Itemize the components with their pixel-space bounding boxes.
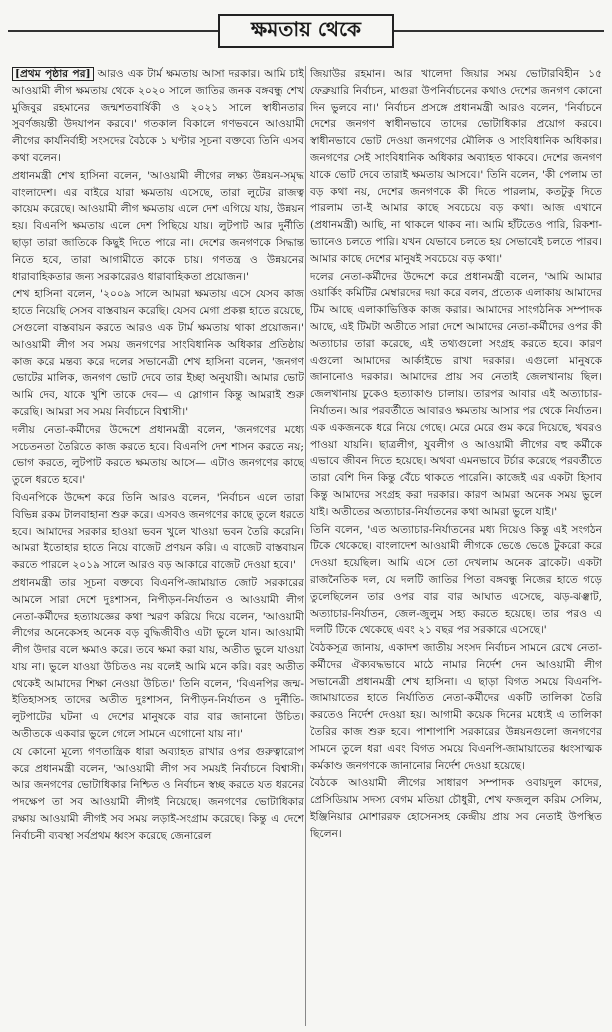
header-rule-left [8,30,218,32]
paragraph: তিনি বলেন, 'এত অত্যাচার-নির্যাতনের মধ্য দিয়েও কিন্তু এই সংগঠন টিকে থেকেছে। বাংলাদেশ আওয়ামী লীগকে ভেঙে ভেঙে টুকরো করে দেওয়া হয়েছিল। আমি এসে তো দেখলাম অনেক ব্রাকেট। একটা রাজনৈতিক দল, যে দলটি জাতির পিতা বঙ্গবন্ধু নিজের হাতে গড়ে তুলেছিলেন তার ওপর বার বার আঘাত এসেছে, ঝড়-ঝঞ্ঝাট, অত্যাচার-নির্যাতন, জেল-জুলুম সহ্য করতে হয়েছে। তার পরও এ দলটি টিকে থেকেছে এবং ২১ বছর পর সরকারে এসেছে।' [310,523,602,637]
article-column-right [310,66,602,1026]
continuation-tag: [প্রথম পৃষ্ঠার পর] [12,67,94,81]
paragraph: প্রধানমন্ত্রী শেখ হাসিনা বলেন, 'আওয়ামী লীগের লক্ষ্য উন্নয়ন-সমৃদ্ধ বাংলাদেশ। এর বাইরে যারা ক্ষমতায় এসেছে, তারা লুটের রাজত্ব কায়েম করেছে। আওয়ামী লীগ ক্ষমতায় এলে দেশ এগিয়ে যায়, উন্নয়ন হয়। বিএনপি ক্ষমতায় এলে দেশ পিছিয়ে যায়। লুটপাট আর দুর্নীতি ছাড়া তারা জাতিকে কিছুই দিতে পারে না। দেশের জনগণকে সিদ্ধান্ত নিতে হবে, তারা আগামীতে কাকে চায়। গণতন্ত্র ও উন্নয়নের ধারাবাহিকতার জন্য সরকারেরও ধারাবাহিকতা প্রয়োজন।' [12,169,304,283]
headline-box [218,14,394,48]
paragraph: বিএনপিকে উদ্দেশ করে তিনি আরও বলেন, 'নির্বাচন এলে তারা বিভিন্ন রকম টালবাহানা শুরু করে। এসবও জনগণের কাছে তুলে ধরতে হবে। আমাদের সরকার হাওয়া ভবন খুলে খাওয়া ভবন তৈরি করেনি। আমরা ইতোহার হাতে নিয়ে বাজেট প্রণয়ন করি। এ বাজেট বাস্তবায়ন করতে পারলে ২০১৯ সালে আরও বড় আকারে বাজেট দেওয়া হবে।' [12,491,304,572]
page-header [0,0,612,62]
paragraph: দলীয় নেতা-কর্মীদের উদ্দেশে প্রধানমন্ত্রী বলেন, 'জনগণের মধ্যে সচেতনতা তৈরিতে কাজ করতে হবে। বিএনপি দেশ শাসন করতে নয়; ভোগ করতে, লুটপাট করতে ক্ষমতায় আসে— এটাও জনগণের কাছে তুলে ধরতে হবে।' [12,423,304,487]
article-column-left [12,66,304,1026]
headline: ক্ষমতায় থেকে [251,16,361,41]
column-divider [305,66,306,1026]
paragraph: বৈঠকে আওয়ামী লীগের সাধারণ সম্পাদক ওবায়দুল কাদের, প্রেসিডিয়াম সদস্য বেগম মতিয়া চৌধুরী, শেখ ফজলুল করিম সেলিম, ইঞ্জিনিয়ার মোশাররফ হোসেনসহ কেন্দ্রীয় প্রায় সব নেতাই উপস্থিত ছিলেন। [310,777,602,840]
paragraph: [প্রথম পৃষ্ঠার পর] আরও এক টার্ম ক্ষমতায় আসা দরকার। আমি চাই আওয়ামী লীগ ক্ষমতায় থেকে ২০২০ সালে জাতির জনক বঙ্গবন্ধু শেখ মুজিবুর রহমানের জন্মশতবার্ষিকী ও ২০২১ সালে স্বাধীনতার সুবর্ণজয়ন্তী উদযাপন করবে।' গতকাল বিকালে গণভবনে আওয়ামী লীগের কার্যনির্বাহী সংসদের বৈঠকে ১ ঘণ্টার সূচনা বক্তব্যে তিনি এসব কথা বলেন। [12,68,304,164]
paragraph: যে কোনো মূল্যে গণতান্ত্রিক ধারা অব্যাহত রাখার ওপর গুরুত্বারোপ করে প্রধানমন্ত্রী বলেন, 'আওয়ামী লীগ সব সময়ই নির্বাচনে বিশ্বাসী। আর জনগণের ভোটাধিকার নিশ্চিত ও নির্বাচন স্বচ্ছ করতে যত ধরনের পদক্ষেপ তা সব আওয়ামী লীগই নিয়েছে। জনগণের ভোটাধিকার রক্ষায় আওয়ামী লীগই সব সময় লড়াই-সংগ্রাম করেছে। কিন্তু এ দেশে নির্বাচনী ব্যবস্থা সর্বপ্রথম ধ্বংস করেছে জেনারেল [12,745,304,842]
paragraph: প্রধানমন্ত্রী তার সূচনা বক্তব্যে বিএনপি-জামায়াত জোট সরকারের আমলে সারা দেশে দুঃশাসন, নিপীড়ন-নির্যাতন ও আওয়ামী লীগ নেতা-কর্মীদের হত্যাযজ্ঞের কথা স্মরণ করিয়ে দিয়ে বলেন, 'আওয়ামী লীগের অনেকেসহ অনেক বড় বুদ্ধিজীবীও এটা ভুলে যান। আওয়ামী লীগ উদার বলে ক্ষমাও করে। তবে ক্ষমা করা যায়, অতীত ভুলে যাওয়া যায় না। ভুলে যাওয়া উচিতও নয় বলেই আমি মনে করি। বরং অতীত থেকেই আমাদের শিক্ষা নেওয়া উচিত।' তিনি বলেন, 'বিএনপির জন্ম-ইতিহাসসহ তাদের অতীত দুঃশাসন, নিপীড়ন-নির্যাতন ও দুর্নীতি-লুটপাটের ঘটনা এ দেশের মানুষকে বার বার জানানো উচিত। অতীতকে একবার ভুলে গেলে সামনে এগোনো যায় না।' [12,576,304,741]
header-rule-right [394,30,604,32]
paragraph: দলের নেতা-কর্মীদের উদ্দেশে করে প্রধানমন্ত্রী বলেন, 'আমি আমার ওয়ার্কিং কমিটির মেম্বারদের দয়া করে বলব, প্রত্যেক এলাকায় আমাদের টিম আছে এলাকাভিত্তিক কাজ করার। আমাদের সাংগঠনিক সম্পাদক আছে, এই টিমটা অতীতে সারা দেশে আমাদের নেতা-কর্মীদের ওপর কী অত্যাচার তারা করেছে, এই তথ্যগুলো সংগ্রহ করতে হবে। কারণ এগুলো আমাদের আর্কাইভে রাখা দরকার। এগুলো মানুষকে জানানোও দরকার। আমাদের প্রায় সব নেতাই জেলখানায় ছিল। জেলখানায় ঢুকেও হত্যাকাণ্ড চালায়। তারপর আবার এই অত্যাচার-নির্যাতন। আর পরবর্তীতে আবারও ক্ষমতায় আসার পর থেকে নির্যাতন। এক একজনকে ধরে নিয়ে গেছে। মেরে মেরে গুম করে দিয়েছে, খবরও পাওয়া যায়নি। ছাত্রলীগ, যুবলীগ ও আওয়ামী লীগের বহু কর্মীকে এভাবে জীবন দিতে হয়েছে। অথবা এমনভাবে টর্চার করেছে পরবর্তীতে তারা বেশি দিন কিন্তু বেঁচে থাকতে পারেনি। কাজেই এর একটা হিসাব কিন্তু আমাদের সংগ্রহ করা দরকার। কারণ আমরা অনেক সময় ভুলে যাই। অতীতের অত্যাচার-নির্যাতনের কথা আমরা ভুলে যাই।' [310,270,602,518]
paragraph: বৈঠকসূত্র জানায়, একাদশ জাতীয় সংসদ নির্বাচন সামনে রেখে নেতা-কর্মীদের ঐক্যবদ্ধভাবে মাঠে নামার নির্দেশ দেন আওয়ামী লীগ সভানেত্রী প্রধানমন্ত্রী শেখ হাসিনা। এ ছাড়া বিগত সময়ে বিএনপি-জামায়াতের হাতে নির্যাতিত নেতা-কর্মীদের একটি তালিকা তৈরি করতেও নির্দেশ দেওয়া হয়। আগামী কয়েক দিনের মধ্যেই এ তালিকা তৈরির কাজ শুরু হবে। পাশাপাশি সরকারের উন্নয়নগুলো জনগণের সামনে তুলে ধরা এবং বিগত সময়ে বিএনপি-জামায়াতের ধ্বংসাত্মক কর্মকাণ্ড জনগণকে জানানোর নির্দেশ দেওয়া হয়েছে। [310,642,602,772]
paragraph: শেখ হাসিনা বলেন, '২০০৯ সালে আমরা ক্ষমতায় এসে যেসব কাজ হাতে নিয়েছি সেসব বাস্তবায়ন করেছি। যেসব মেগা প্রকল্প হাতে রয়েছে, সেগুলো বাস্তবায়ন করতে আরও এক টার্ম ক্ষমতায় থাকা প্রয়োজন।' আওয়ামী লীগ সব সময় জনগণের সাংবিধানিক অধিকার প্রতিষ্ঠায় কাজ করে মন্তব্য করে দলের সভানেত্রী শেখ হাসিনা বলেন, 'জনগণ ভোটের মালিক, জনগণ ভোট দেবে তার ইচ্ছা অনুযায়ী। আমার ভোট আমি দেব, যাকে খুশি তাকে দেব— এ স্লোগান কিন্তু আমরাই শুরু করেছি। আমরা সব সময় নির্বাচনে বিশ্বাসী।' [12,288,304,418]
paragraph: জিয়াউর রহমান। আর খালেদা জিয়ার সময় ভোটারবিহীন ১৫ ফেব্রুয়ারি নির্বাচন, মাগুরা উপনির্বাচনের কথাও দেশের জনগণ কোনো দিন ভুলবে না।' নির্বাচন প্রসঙ্গে প্রধানমন্ত্রী আরও বলেন, 'নির্বাচনে দেশের জনগণ স্বাধীনভাবে তাদের ভোটাধিকার প্রয়োগ করবে। স্বাধীনভাবে ভোট দেওয়া জনগণের মৌলিক ও সাংবিধানিক অধিকার। জনগণের সেই সাংবিধানিক অধিকার অব্যাহত থাকবে। দেশের জনগণ যাকে ভোট দেবে তারাই ক্ষমতায় আসবে।' তিনি বলেন, 'কী পেলাম তা বড় কথা নয়, দেশের জনগণকে কী দিতে পারলাম, কতটুকু দিতে পারলাম তা-ই আমার কাছে সবচেয়ে বড় কথা। আজ এখানে (প্রধানমন্ত্রী) আছি, না থাকলে থাকব না। আমি হাঁটতেও পারি, রিকশা-ভ্যানেও চলতে পারি। যখন যেভাবে চলতে হয় সেভাবেই চলতে পারব। আমার কাছে দেশের মানুষই সবচেয়ে বড় কথা।' [310,68,602,265]
